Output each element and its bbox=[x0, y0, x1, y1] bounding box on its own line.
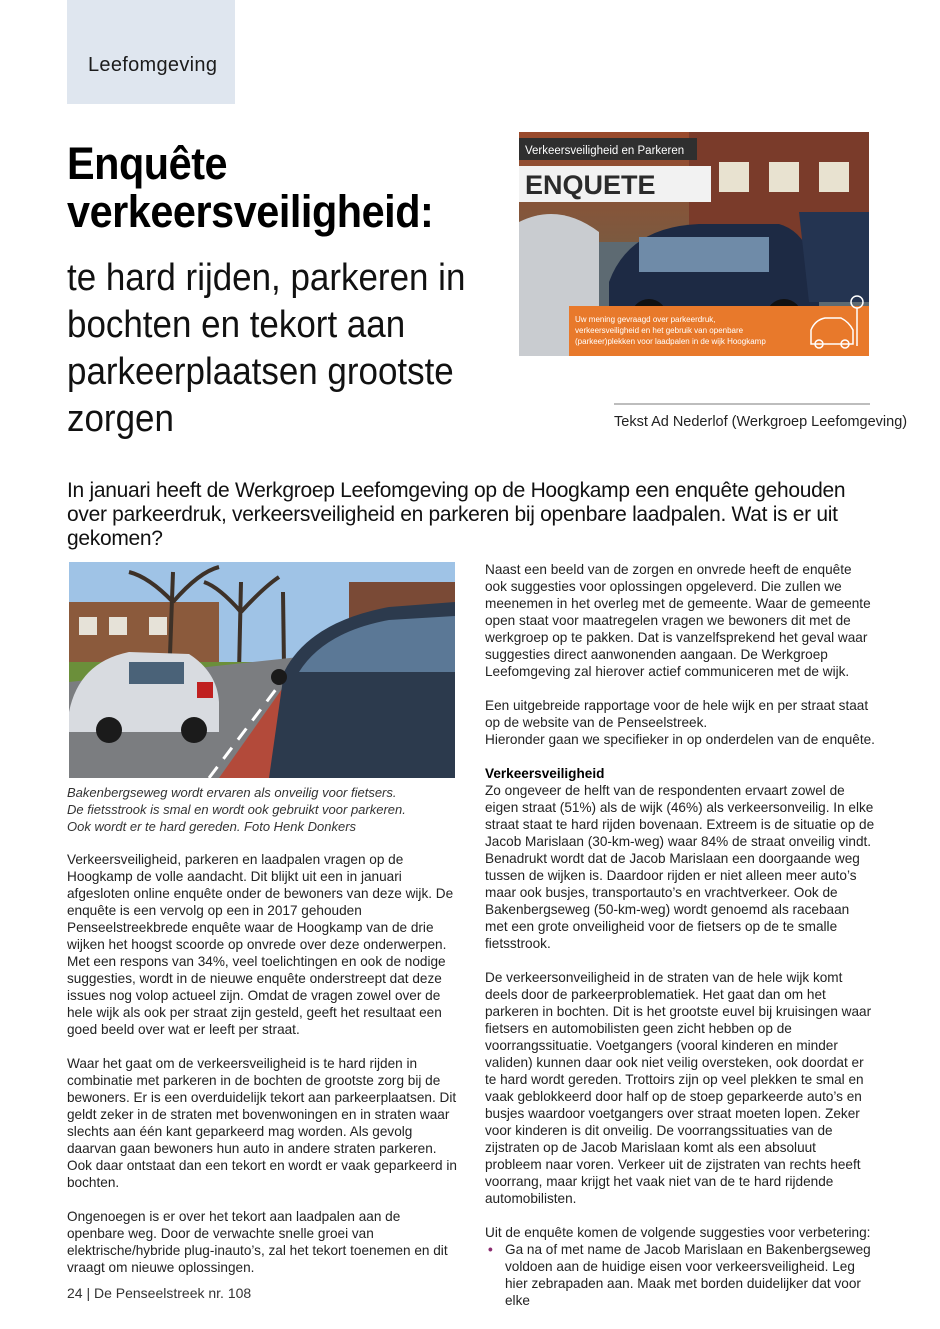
body-column-left bbox=[67, 851, 457, 1293]
author-credit: Tekst Ad Nederlof (Werkgroep Leefomgeving) bbox=[614, 414, 908, 430]
paragraph: Naast een beeld van de zorgen en onvrede heeft de enquête ook suggesties voor oplossingen opgeleverd. Die zullen we meenemen in het overleg met de gemeente. Waar de gemeente open staat voor maatregelen vragen we bewoners dit met de werkgroep op te pakken. Dat is vanzelfsprekend het geval waar suggesties direct aanwonenden aangaan. De Werkgroep Leefomgeving zal hierover actief communiceren met de wijk. bbox=[485, 562, 871, 679]
hero-illustration bbox=[519, 132, 869, 356]
hero-notice-line-1: Uw mening gevraagd over parkeerdruk, bbox=[575, 315, 716, 324]
paragraph: Waar het gaat om de verkeersveiligheid is te hard rijden in combinatie met parkeren in de bochten de grootste zorg bij de bewoners. Er is een overduidelijk tekort aan parkeerplaatsen. Dit geldt zeker in de straten met bovenwoningen en in straten waar slechts aan één kant geparkeerd mag worden. Als gevolg daarvan gaan bewoners hun auto in andere straten parkeren. Ook daar ontstaat dan een tekort en wordt er vaak geparkeerd in bochten. bbox=[67, 1056, 457, 1190]
hero-notice-line-2: verkeersveiligheid en het gebruik van openbare bbox=[575, 326, 744, 335]
credit-divider bbox=[614, 403, 870, 405]
list-item-text: Ga na of met name de Jacob Marislaan en Bakenbergseweg voldoen aan de huidige eisen voor verkeersveiligheid. Leg hier zebrapaden aan. Maak met borden duidelijker dat voor elke bbox=[505, 1242, 871, 1308]
paragraph: Uit de enquête komen de volgende suggesties voor verbetering: bbox=[485, 1225, 871, 1240]
report-paragraph bbox=[485, 697, 875, 748]
paragraph: Ongenoegen is er over het tekort aan laadpalen aan de openbare weg. Door de verwachte snelle groei van elektrische/hybride plug-inauto’s, zal het tekort toenemen en dit vraagt om nieuwe oplossingen. bbox=[67, 1209, 448, 1275]
intro-text: In januari heeft de Werkgroep Leefomgeving op de Hoogkamp een enquête gehouden over parkeerdruk, verkeersveiligheid en parkeren bij openbare laadpalen. Wat is er uit gekomen? bbox=[67, 479, 846, 550]
section-heading: Verkeersveiligheid bbox=[485, 766, 605, 781]
hero-banner-text: Verkeersveiligheid en Parkeren bbox=[525, 145, 685, 157]
hero-notice-line-3: (parkeer)plekken voor laadpalen in de wijk Hoogkamp bbox=[575, 337, 766, 346]
report-line-1: Een uitgebreide rapportage voor de hele wijk en per straat staat op de website van de Penseelstreek. bbox=[485, 698, 869, 730]
paragraph: Zo ongeveer de helft van de respondenten ervaart zowel de eigen straat (51%) als de wijk (46%) als verkeersonveilig. In elke straat staat te hard rijden bovenaan. Extreem is de situatie op de Jacob Marislaan (30-km-weg) waar 84% de straat onveilig vindt. Benadrukt wordt dat de Jacob Marislaan een doorgaande weg tussen de wijken is. Daardoor rijden er niet alleen meer auto’s maar ook busjes, transportauto’s en vrachtverkeer. Ook de Bakenbergseweg (50-km-weg) wordt genoemd als racebaan met een grote onveiligheid voor de fietsers op de te smalle fietsstrook. bbox=[485, 783, 875, 951]
page-footer: 24 | De Penseelstreek nr. 108 bbox=[67, 1285, 252, 1301]
article-title bbox=[67, 140, 433, 236]
suggestion-list bbox=[485, 1241, 875, 1309]
street-photo bbox=[69, 562, 455, 778]
title-line-1: Enquête bbox=[67, 138, 228, 189]
paragraph: De verkeersonveiligheid in de straten van de hele wijk komt deels door de parkeerproblematiek. Het gaat dan om het parkeren in bochten. Dit is het grootste euvel bij kruisingen waar fietsers en automobilisten geen zicht hebben op de voorrangssituatie. Voetgangers (vooral kinderen en minder validen) kunnen daar ook niet veilig oversteken, ook doordat er te hard wordt gereden. Trottoirs zijn op veel plekken te smal en vaak geblokkeerd door half op de stoep geparkeerde auto’s en busjes waardoor voetgangers over straat moeten lopen. Zeker voor kinderen is dit onveilig. De voorrangssituaties van de zijstraten op de Jacob Marislaan komt als een absoluut probleem naar voren. Verkeer uit de zijstraten van rechts heeft voorrang, maar krijgt het vaak niet van de te hard rijdende automobilisten. bbox=[485, 970, 872, 1206]
bullet-icon: • bbox=[488, 1242, 493, 1257]
caption-line-2: De fietsstrook is smal en wordt ook gebruikt voor parkeren. bbox=[67, 802, 406, 817]
caption-line-3: Ook wordt er te hard gereden. Foto Henk Donkers bbox=[67, 819, 357, 834]
section-tab bbox=[67, 0, 235, 104]
caption-line-1: Bakenbergseweg wordt ervaren als onveilig voor fietsers. bbox=[67, 785, 397, 800]
section-label: Leefomgeving bbox=[88, 54, 218, 76]
paragraph: Verkeersveiligheid, parkeren en laadpalen vragen op de Hoogkamp de volle aandacht. Dit blijkt uit een in januari afgesloten online enquête onder de bewoners van deze wijk. De enquête is een vervolg op een in 2017 gehouden Penseelstreekbrede enquête waar de Hoogkamp van de drie wijken het hoogst scoorde op onvrede over deze onderwerpen. Met een respons van 34%, veel toelichtingen en ook de nodige suggesties, wordt in de nieuwe enquête onderstreept dat deze issues nog volop actueel zijn. Omdat de vragen zowel over de hele wijk als ook per straat zijn gesteld, geeft het resultaat een goed beeld over wat er leeft per straat. bbox=[67, 852, 454, 1037]
article-subtitle: te hard rijden, parkeren in bochten en tekort aan parkeerplaatsen grootste zorgen bbox=[67, 257, 466, 440]
hero-sign-text: ENQUETE bbox=[525, 170, 656, 200]
photo-caption bbox=[67, 784, 457, 835]
street-illustration bbox=[69, 562, 455, 778]
report-line-2: Hieronder gaan we specifieker in op onderdelen van de enquête. bbox=[485, 732, 875, 747]
body-column-right bbox=[485, 561, 875, 1309]
title-line-2: verkeersveiligheid: bbox=[67, 186, 434, 237]
hero-image bbox=[519, 132, 869, 356]
list-item bbox=[485, 1241, 875, 1309]
